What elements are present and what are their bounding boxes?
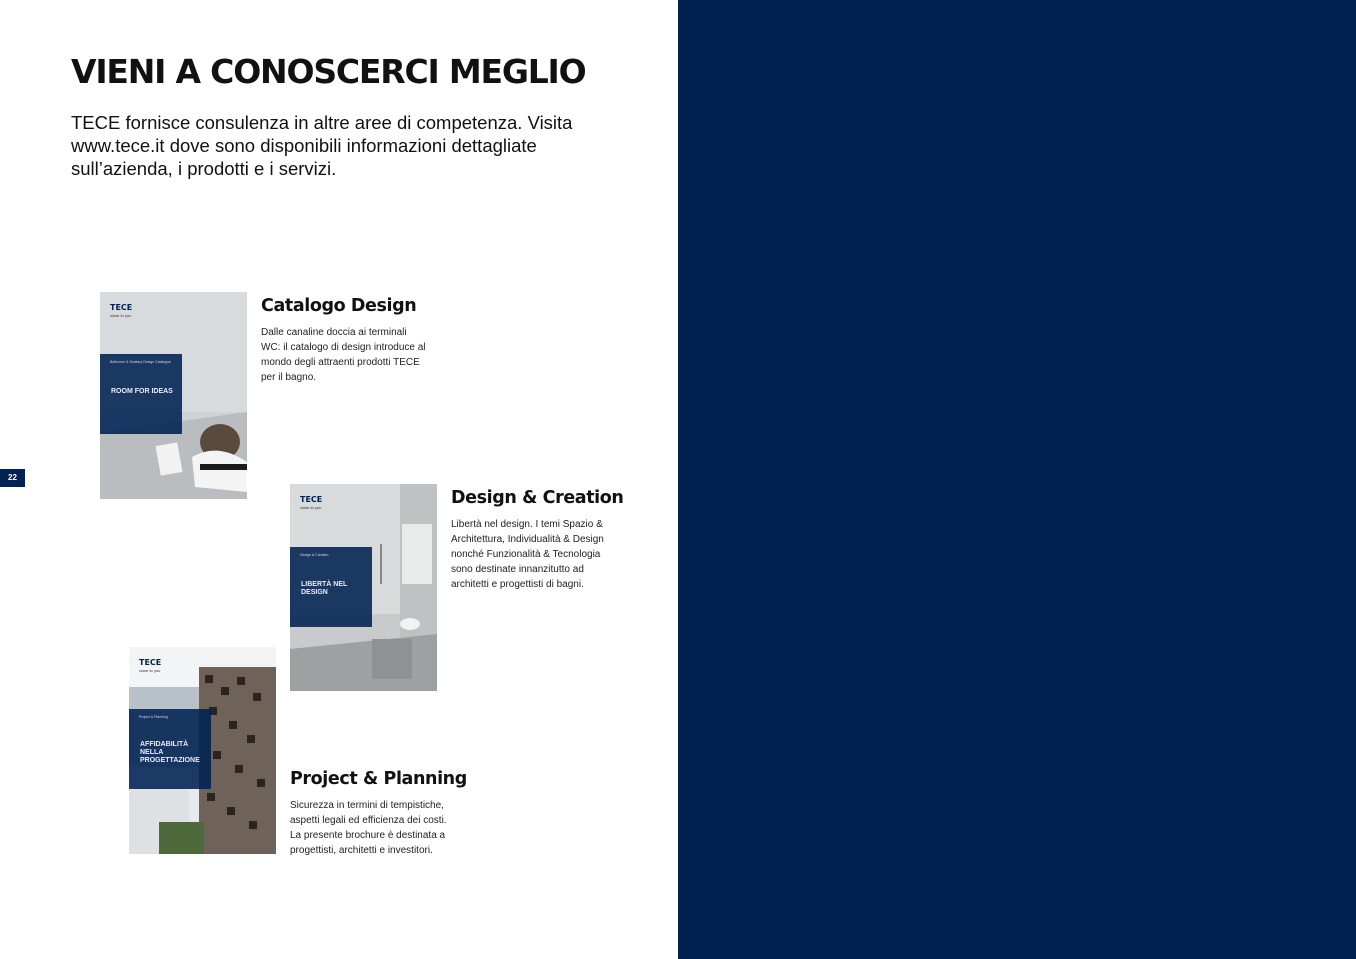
catalog-cover-catalogo-design[interactable] (100, 292, 247, 499)
item-description-catalogo-design: Dalle canaline doccia ai terminali WC: il catalogo di design introduce al mondo degli attraenti prodotti TECE per il bagno. (261, 327, 426, 383)
tece-logo: TECE (300, 495, 323, 504)
page-title: VIENI A CONOSCERCI MEGLIO (71, 52, 586, 91)
cover-tagline: close to you (110, 313, 132, 318)
cover-subtitle: Project & Planning (139, 715, 168, 719)
cover-subtitle: Design & Creation (300, 553, 329, 557)
item-title-project-planning: Project & Planning (290, 769, 467, 789)
cover-subtitle: Bathroom & Sanitary Design Catalogue (110, 360, 172, 364)
catalog-cover-project-planning[interactable] (129, 647, 276, 854)
page-number: 22 (0, 469, 25, 487)
catalog-cover-design-creation[interactable] (290, 484, 437, 691)
cover-tagline: close to you (139, 668, 161, 673)
item-description-project-planning: Sicurezza in termini di tempistiche, aspetti legali ed efficienza dei costi. La presente brochure è destinata a progettisti, architetti e investitori. (290, 800, 447, 856)
item-title-catalogo-design: Catalogo Design (261, 296, 417, 316)
item-title-design-creation: Design & Creation (451, 488, 624, 508)
intro-text: TECE fornisce consulenza in altre aree di competenza. Visita www.tece.it dove sono disponibili informazioni dettagliate sull’azienda, i prodotti e i servizi. (71, 112, 573, 179)
cover-band (290, 547, 372, 627)
cover-title: AFFIDABILITÀ NELLA PROGETTAZIONE (140, 741, 200, 764)
item-description-design-creation: Libertà nel design. I temi Spazio & Architettura, Individualità & Design nonché Funzionalità & Tecnologia sono destinate innanzitutto ad architetti e progettisti di bagni. (451, 519, 604, 590)
cover-band (129, 709, 211, 789)
navy-panel (678, 0, 1356, 959)
cover-tagline: close to you (300, 505, 322, 510)
cover-title: LIBERTÀ NEL DESIGN (301, 581, 348, 596)
cover-title: ROOM FOR IDEAS (111, 388, 173, 395)
tece-logo: TECE (139, 658, 162, 667)
cover-band (100, 354, 182, 434)
tece-logo: TECE (110, 303, 133, 312)
